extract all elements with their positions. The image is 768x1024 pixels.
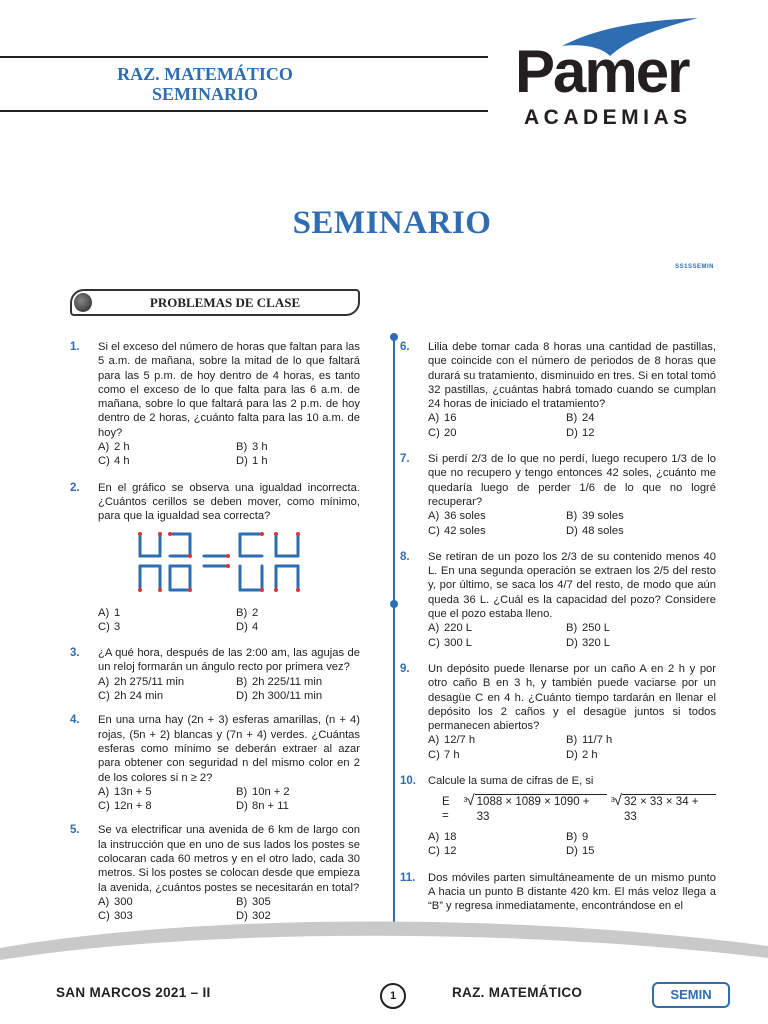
problem-text: Se retiran de un pozo los 2/3 de su contenido menos 40 L. En una segunda operación se extraen los 2/5 del resto y, por último, se saca los 4/7 del resto, de modo que aún queda 36 L. ¿Cuál es la capacidad del pozo? Considere que el pozo estaba lleno.	[428, 550, 716, 621]
option-a: A) 13n + 5	[98, 785, 152, 798]
header-line-bottom	[0, 110, 488, 112]
option-a: A) 16	[428, 412, 457, 425]
options	[428, 621, 716, 650]
right-column	[400, 340, 716, 923]
section-header	[70, 289, 360, 316]
radical-icon: √	[466, 792, 475, 810]
option-d: D) 1 h	[236, 455, 268, 468]
problem-text: Lilia debe tomar cada 8 horas una cantidad de pastillas, que coincide con el número de periodos de 8 horas que durará su tratamiento, disminuido en tres. Si en total tomó 32 pastillas, ¿cuántas habrá tomado cuando se cumplan 24 horas de iniciado el tratamiento?	[428, 341, 716, 411]
option-c: C) 12	[428, 845, 457, 858]
option-b: B) 39 soles	[566, 510, 624, 523]
problem-number: 9.	[400, 662, 410, 675]
problem-text: Si el exceso del número de horas que faltan para las 5 a.m. de mañana, sobre la mitad de lo que faltará para las 5 p.m. de hoy dentro de 4 horas, es tanto como el exceso de lo que falta para las 6 a.m. de mañana, sobre lo que faltará para las 2 p.m. de hoy dentro de 2 horas, ¿cuánto falta para las 10 a.m. de hoy?	[98, 341, 360, 439]
option-c: C) 2h 24 min	[98, 690, 164, 703]
problem-number: 7.	[400, 453, 410, 466]
option-b: B) 10n + 2	[236, 785, 290, 798]
header-subject	[90, 64, 320, 104]
footer-badge: SEMIN	[652, 982, 730, 1008]
problem-11	[400, 871, 716, 914]
problem-number: 3.	[70, 647, 80, 660]
header-line-top	[0, 56, 488, 58]
option-a: A) 2h 275/11 min	[98, 675, 185, 688]
option-a: A) 36 soles	[428, 510, 486, 523]
problem-2	[70, 481, 360, 634]
problem-4	[70, 713, 360, 813]
option-d: D) 8n + 11	[236, 800, 289, 813]
problem-text: En el gráfico se observa una igualdad incorrecta. ¿Cuántos cerillos se deben mover, como mínimo, para que la igualdad sea correcta?	[98, 481, 360, 523]
options	[428, 411, 716, 440]
problem-text: Dos móviles parten simultáneamente de un mismo punto A hacia un punto B distante 420 km. El más veloz llega a “B” y regresa inmediatamente, encontrándose en el	[428, 871, 716, 913]
problem-text: ¿A qué hora, después de las 2:00 am, las agujas de un reloj formarán un ángulo recto por primera vez?	[98, 647, 360, 674]
footer-exam: SAN MARCOS 2021 – II	[56, 985, 211, 1000]
problem-10	[400, 774, 716, 858]
cube-root-2: 3 √ 32 × 33 × 34 + 33	[611, 794, 716, 824]
option-a: A) 220 L	[428, 622, 472, 635]
problem-text: En una urna hay (2n + 3) esferas amarillas, (n + 4) rojas, (5n + 2) blancas y (7n + 4) verdes. ¿Cuántas esferas como mínimo se deberán extraer al azar para obtener con seguridad n del mismo color en 2 de los colores si n ≥ 2?	[98, 714, 360, 784]
options	[98, 675, 360, 704]
options	[428, 733, 716, 762]
problem-text: Calcule la suma de cifras de E, si	[428, 775, 594, 788]
problem-3	[70, 646, 360, 703]
subject-label: RAZ. MATEMÁTICO	[117, 64, 293, 84]
option-b: B) 9	[566, 830, 589, 843]
option-c: C) 4 h	[98, 455, 130, 468]
left-column	[70, 340, 360, 934]
problem-1	[70, 340, 360, 469]
option-a: A) 18	[428, 830, 457, 843]
option-a: A) 2 h	[98, 441, 130, 454]
problem-5	[70, 823, 360, 923]
section-bullet-icon	[74, 293, 92, 312]
option-c: C) 20	[428, 426, 457, 439]
option-c: C) 7 h	[428, 748, 460, 761]
option-b: B) 305	[236, 895, 271, 908]
options	[98, 440, 360, 469]
problem-number: 2.	[70, 481, 80, 494]
logo-pamer: Pamer	[515, 38, 689, 105]
option-c: C) 12n + 8	[98, 800, 152, 813]
option-d: D) 2h 300/11 min	[236, 690, 323, 703]
cube-root-1: 3 √ 1088 × 1089 × 1090 + 33	[464, 794, 607, 824]
section-label: PROBLEMAS DE CLASE	[149, 295, 301, 310]
problem-9	[400, 662, 716, 762]
option-b: B) 3 h	[236, 441, 268, 454]
matchstick-equation-icon	[128, 530, 328, 600]
document-code: SS1SSEMIN	[675, 264, 714, 270]
option-b: B) 2	[236, 606, 259, 619]
divider-dot	[390, 600, 398, 608]
problem-number: 8.	[400, 550, 410, 563]
option-b: B) 250 L	[566, 622, 610, 635]
option-a: A) 12/7 h	[428, 734, 476, 747]
problem-text: Se va electrificar una avenida de 6 km de largo con la instrucción que en uno de sus lados los postes se colocaran cada 60 metros y en el otro lado, cada 30 metros. Si los postes se colocan desde que empieza la avenida, ¿cuántos postes se necesitarán en total?	[98, 824, 360, 894]
page-number: 1	[380, 983, 406, 1009]
formula-lhs: E =	[442, 795, 450, 823]
problem-6	[400, 340, 716, 440]
option-c: C) 3	[98, 620, 121, 633]
matchstick-figure	[128, 530, 360, 600]
problem-8	[400, 550, 716, 650]
problem-number: 10.	[400, 775, 416, 788]
divider-dot	[390, 333, 398, 341]
problem-number: 1.	[70, 341, 80, 353]
footer-wave	[0, 918, 768, 1024]
footer-subject: RAZ. MATEMÁTICO	[452, 985, 583, 1000]
options	[428, 509, 716, 538]
radical-icon: √	[613, 792, 622, 810]
options	[98, 785, 360, 814]
problem-text: Si perdí 2/3 de lo que no perdí, luego recupero 1/3 de lo que no recupero y tengo entonces 42 soles, ¿cuánto me quedaría luego de perder 1/6 de lo que no logré recuperar?	[428, 453, 716, 508]
problem-number: 4.	[70, 714, 80, 727]
option-d: D) 320 L	[566, 636, 610, 649]
options	[428, 830, 716, 859]
problem-number: 11.	[400, 871, 416, 884]
option-d: D) 12	[566, 426, 595, 439]
option-d: D) 302	[236, 910, 271, 923]
problem-number: 6.	[400, 341, 410, 353]
option-d: D) 2 h	[566, 748, 598, 761]
option-c: C) 303	[98, 910, 133, 923]
formula	[442, 794, 716, 824]
problem-text: Un depósito puede llenarse por un caño A en 2 h y por otro caño B en 3 h, y también puede vaciarse por un desagüe C en 4 h. ¿Cuánto tiempo tardarán en llenar el depósito los 2 caños y el desagüe juntos si todos permanecen abiertos?	[428, 662, 716, 733]
option-b: B) 11/7 h	[566, 734, 613, 747]
option-d: D) 48 soles	[566, 524, 624, 537]
option-d: D) 4	[236, 620, 259, 633]
problem-7	[400, 452, 716, 538]
logo-academias: ACADEMIAS	[524, 106, 692, 129]
problem-number: 5.	[70, 824, 80, 837]
subtitle-label: SEMINARIO	[151, 84, 258, 104]
option-c: C) 300 L	[428, 636, 472, 649]
option-b: B) 2h 225/11 min	[236, 675, 323, 688]
options	[98, 606, 360, 635]
option-a: A) 300	[98, 895, 133, 908]
option-d: D) 15	[566, 845, 595, 858]
option-c: C) 42 soles	[428, 524, 486, 537]
option-a: A) 1	[98, 606, 121, 619]
column-divider	[393, 336, 395, 936]
page-title: SEMINARIO	[292, 205, 492, 241]
option-b: B) 24	[566, 412, 595, 425]
